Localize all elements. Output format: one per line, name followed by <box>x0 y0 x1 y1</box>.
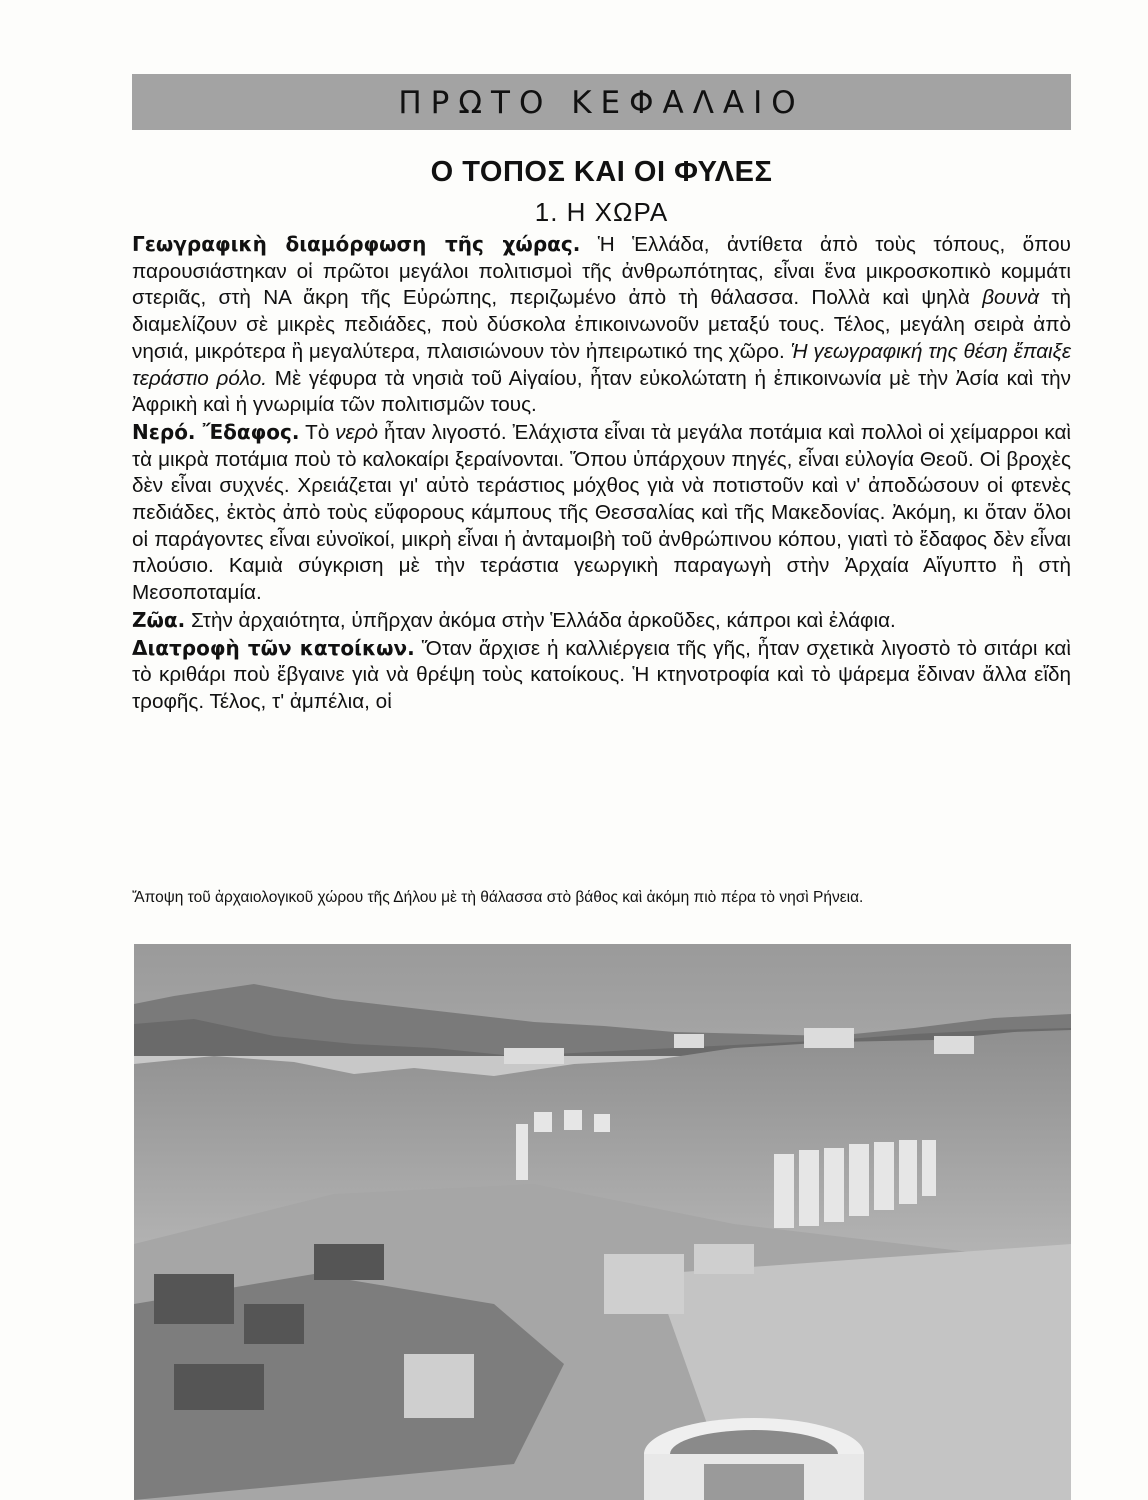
section-subtitle: 1. Η ΧΩΡΑ <box>534 197 669 227</box>
emphasis-text: νερὸ <box>335 420 378 444</box>
emphasis-text: βουνὰ <box>982 286 1040 310</box>
paragraph-diet <box>132 635 1071 716</box>
chapter-banner: ΠΡΩΤΟ ΚΕΦΑΛΑΙΟ <box>132 74 1071 130</box>
paragraph-text: Ἡ Ἑλλάδα, ἀντίθετα ἀπὸ τοὺς τόπους, ὅπου παρουσιάστηκαν οἱ πρῶτοι μεγάλοι πολιτισμοὶ τῆς ἀνθρωπότητας, εἶναι ἕνα μικροσκοπικὸ κομμάτι στεριᾶς, στὴ ΝΑ ἄκρη τῆς Εὐρώπης, περιζωμένο ἀπὸ τὴ θάλασσα. Πολλὰ καὶ ψηλὰ <box>132 233 1071 310</box>
chapter-title: Ο ΤΟΠΟΣ ΚΑΙ ΟΙ ΦΥΛΕΣ <box>430 156 773 188</box>
paragraph-geography <box>132 231 1071 419</box>
delos-photo <box>134 944 1071 1500</box>
paragraph-heading: Νερό. Ἔδαφος. <box>132 419 300 444</box>
archaeological-site-image <box>134 944 1071 1500</box>
paragraph-text: ἦταν λιγοστό. Ἐλάχιστα εἶναι τὰ μεγάλα ποτάμια καὶ πολλοὶ οἱ χείμαρροι καὶ τὰ μικρὰ ποτάμια ποὺ τὸ καλοκαίρι ξεραίνονται. Ὅπου ὑπάρχουν πηγές, εἶναι εὐλογία Θεοῦ. Οἱ βροχὲς δὲν εἶναι συχνές. Χρειάζεται γι' αὐτὸ τεράστιος μόχθος γιὰ νὰ ποτιστοῦν καὶ ν' ἀποδώσουν οἱ φτενὲς πεδιάδες, ἐκτὸς ἀπὸ τοὺς εὔφορους κάμπους τῆς Θεσσαλίας καὶ τῆς Μακεδονίας. Ἀκόμη, κι ὅταν ὅλοι οἱ παράγοντες εἶναι εὐνοϊκοί, μικρὴ εἶναι ἡ ἀνταμοιβὴ τοῦ ἀνθρώπινου κόπου, γιατὶ τὸ ἔδαφος δὲν εἶναι πλούσιο. Καμιὰ σύγκριση μὲ τὴν τεράστια γεωργικὴ παραγωγὴ στὴν Ἀρχαία Αἴγυπτο ἢ στὴ Μεσοποταμία. <box>132 420 1072 605</box>
paragraph-heading: Ζῶα. <box>132 607 186 632</box>
emphasis-text: Ἡ γεωγραφική της θέση ἔπαιξε τεράστιο ρόλο. <box>132 339 1071 390</box>
paragraph-text: Στὴν ἀρχαιότητα, ὑπῆρχαν ἀκόμα στὴν Ἑλλάδα ἀρκοῦδες, κάπροι καὶ ἐλάφια. <box>185 608 896 632</box>
paragraph-water <box>132 419 1071 607</box>
paragraph-heading: Διατροφὴ τῶν κατοίκων. <box>132 635 415 660</box>
paragraph-text: Τὸ <box>299 420 336 444</box>
paragraph-text: Ὅταν ἄρχισε ἡ καλλιέργεια τῆς γῆς, ἦταν σχετικὰ λιγοστὸ τὸ σιτάρι καὶ τὸ κριθάρι ποὺ ἔβγαινε γιὰ νὰ θρέψη τοὺς κατοίκους. Ἡ κτηνοτροφία καὶ τὸ ψάρεμα ἔδιναν ἄλλα εἴδη τροφῆς. Τέλος, τ' ἀμπέλια, οἱ <box>132 636 1071 713</box>
body-text <box>132 231 1071 716</box>
paragraph-heading: Γεωγραφικὴ διαμόρφωση τῆς χώρας. <box>132 232 581 256</box>
paragraph-animals <box>132 607 1071 635</box>
photo-caption: Ἄποψη τοῦ ἀρχαιολογικοῦ χώρου τῆς Δήλου μὲ τὴ θάλασσα στὸ βάθος καὶ ἀκόμη πιὸ πέρα τὸ νησὶ Ρήνεια. <box>132 889 864 906</box>
paragraph-text: Μὲ γέφυρα τὰ νησιὰ τοῦ Αἰγαίου, ἦταν εὐκολώτατη ἡ ἐπικοινωνία μὲ τὴν Ἀσία καὶ τὴν Ἀφρικὴ καὶ ἡ γνωριμία τῶν πολιτισμῶν τους. <box>132 366 1071 417</box>
paragraph-text: τὴ διαμελίζουν σὲ μικρὲς πεδιάδες, ποὺ δύσκολα ἐπικοινωνοῦν μεταξύ τους. Τέλος, μεγάλη σειρὰ ἀπὸ νησιά, μικρότερα ἢ μεγαλύτερα, πλαισιώνουν τὸν ἠπειρωτικό της χῶρο. <box>132 286 1071 363</box>
